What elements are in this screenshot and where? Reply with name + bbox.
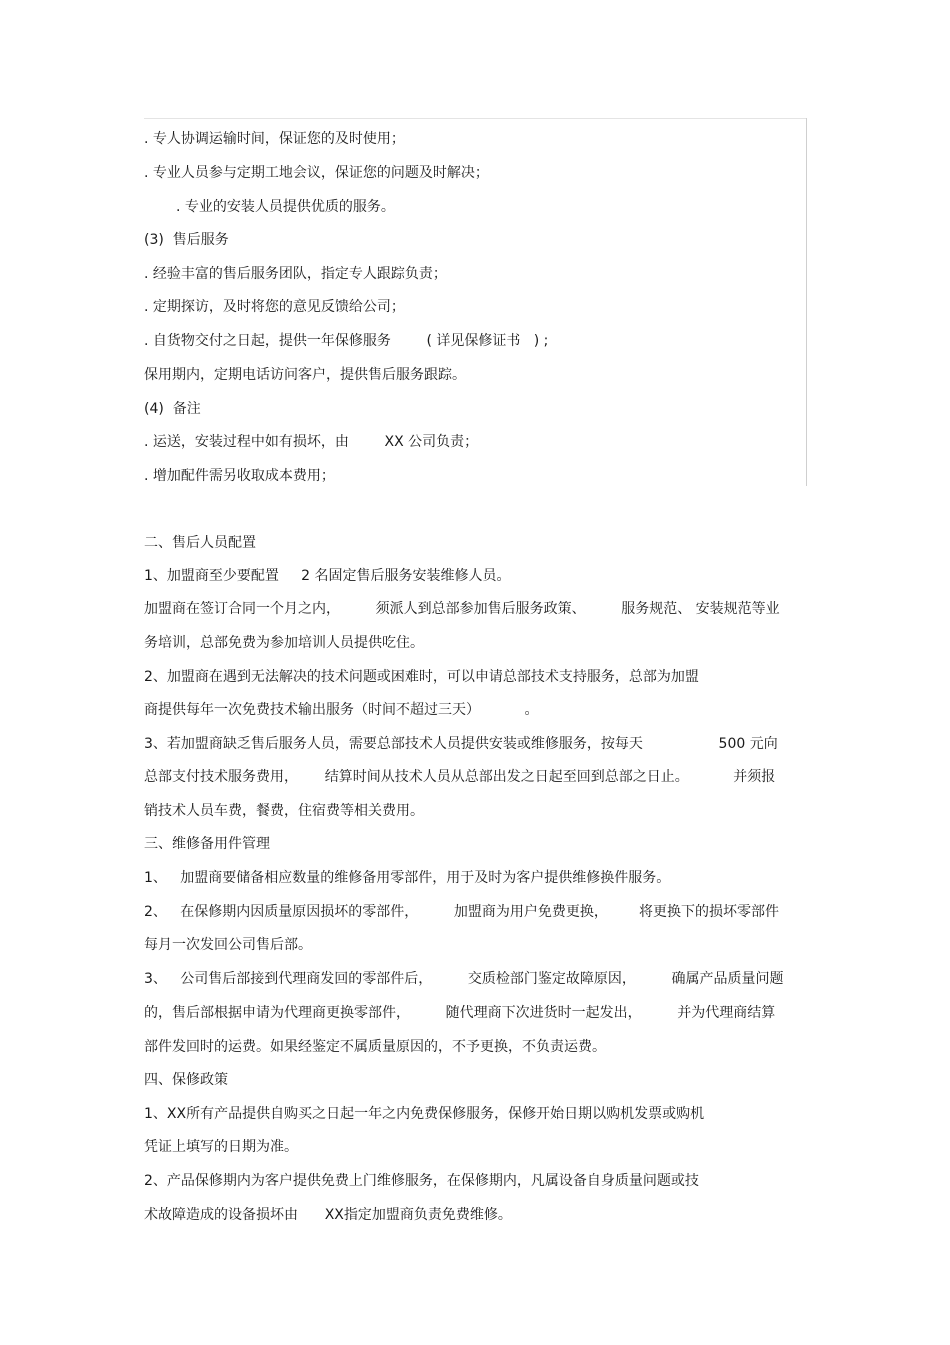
paragraph-line: 商提供每年一次免费技术输出服务（时间不超过三天） 。 (144, 702, 539, 718)
box-subheading: (3) 售后服务 (144, 232, 229, 248)
paragraph-line: 1、XX所有产品提供自购买之日起一年之内免费保修服务，保修开始日期以购机发票或购机 (144, 1106, 705, 1122)
paragraph-line: 部件发回时的运费。如果经鉴定不属质量原因的，不予更换，不负责运费。 (144, 1039, 606, 1055)
paragraph-line: 销技术人员车费，餐费，住宿费等相关费用。 (144, 803, 424, 819)
paragraph-line: 加盟商在签订合同一个月之内， 须派人到总部参加售后服务政策、 服务规范、 安装规范等业 (144, 601, 780, 617)
box-line: . 专业的安装人员提供优质的服务。 (176, 199, 395, 215)
paragraph-line: 2、加盟商在遇到无法解决的技术问题或困难时，可以申请总部技术支持服务，总部为加盟 (144, 669, 699, 685)
paragraph-line: 2、 在保修期内因质量原因损坏的零部件， 加盟商为用户免费更换， 将更换下的损坏零部件 (144, 904, 780, 920)
paragraph-line: 2、产品保修期内为客户提供免费上门维修服务，在保修期内，凡属设备自身质量问题或技 (144, 1173, 699, 1189)
paragraph-line: 1、加盟商至少要配置 2 名固定售后服务安装维修人员。 (144, 568, 511, 584)
paragraph-line: 每月一次发回公司售后部。 (144, 937, 312, 953)
paragraph-line: 的，售后部根据申请为代理商更换零部件， 随代理商下次进货时一起发出， 并为代理商结算 (144, 1005, 776, 1021)
box-line: . 自货物交付之日起，提供一年保修服务 ( 详见保修证书 ) ; (144, 333, 549, 349)
paragraph-line: 总部支付技术服务费用， 结算时间从技术人员从总部出发之日起至回到总部之日止。 并须报 (144, 769, 776, 785)
section-heading: 四、保修政策 (144, 1072, 228, 1088)
paragraph-line: 1、 加盟商要储备相应数量的维修备用零部件，用于及时为客户提供维修换件服务。 (144, 870, 671, 886)
box-right-border (806, 118, 807, 486)
box-line: 保用期内，定期电话访问客户，提供售后服务跟踪。 (144, 367, 466, 383)
paragraph-line: 术故障造成的设备损坏由 XX指定加盟商负责免费维修。 (144, 1207, 512, 1223)
box-top-border (144, 118, 807, 119)
section-heading: 三、维修备用件管理 (144, 836, 270, 852)
box-line: . 增加配件需另收取成本费用； (144, 468, 335, 484)
section-heading: 二、售后人员配置 (144, 535, 256, 551)
box-line: . 定期探访，及时将您的意见反馈给公司； (144, 299, 405, 315)
paragraph-line: 3、 公司售后部接到代理商发回的零部件后， 交质检部门鉴定故障原因， 确属产品质量问题 (144, 971, 784, 987)
paragraph-line: 凭证上填写的日期为准。 (144, 1139, 298, 1155)
box-line: . 专业人员参与定期工地会议，保证您的问题及时解决； (144, 165, 489, 181)
paragraph-line: 务培训，总部免费为参加培训人员提供吃住。 (144, 635, 424, 651)
box-line: . 运送，安装过程中如有损坏，由 XX 公司负责； (144, 434, 479, 450)
box-subheading: (4) 备注 (144, 401, 201, 417)
box-line: . 经验丰富的售后服务团队，指定专人跟踪负责； (144, 266, 447, 282)
paragraph-line: 3、若加盟商缺乏售后服务人员，需要总部技术人员提供安装或维修服务，按每天 500 元向 (144, 736, 778, 752)
box-line: . 专人协调运输时间，保证您的及时使用； (144, 131, 405, 147)
